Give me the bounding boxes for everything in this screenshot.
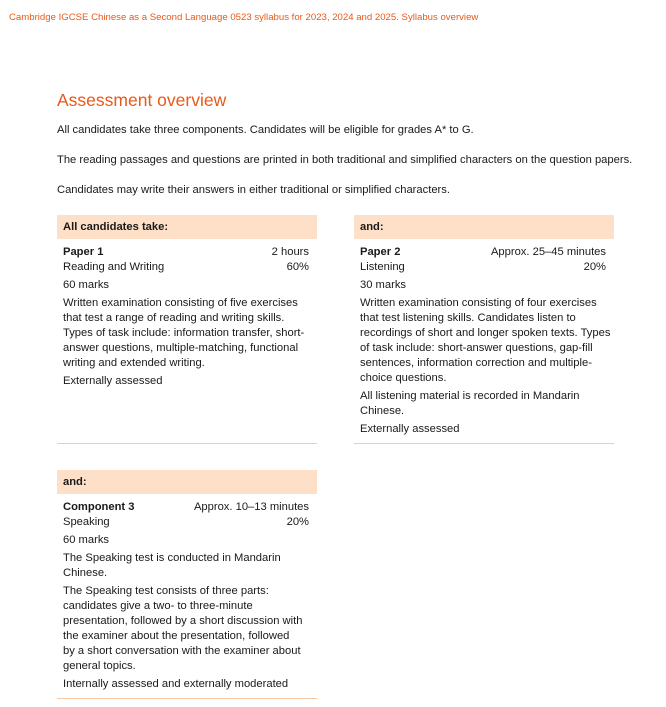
text-line: presentation, followed by a short discussion with (63, 615, 303, 627)
component-subtitle: Speaking (63, 516, 110, 528)
intro-paragraph: All candidates take three components. Candidates will be eligible for grades A* to G. (57, 124, 474, 136)
component-name: Paper 2 (360, 246, 401, 258)
component-weighting: 20% (286, 516, 309, 528)
text-line: Chinese. (63, 567, 108, 579)
text-line: The Speaking test consists of three parts: (63, 585, 269, 597)
component-note (63, 551, 309, 581)
text-line: of task include: short-answer questions, gap-fill (360, 342, 593, 354)
assessment-type (63, 374, 309, 389)
text-line: Externally assessed (360, 423, 460, 435)
component-marks: 60 marks (63, 534, 110, 546)
component-card-component-3 (57, 470, 317, 699)
card-heading: and: (354, 215, 614, 239)
text-line: All listening material is recorded in Mandarin (360, 390, 580, 402)
card-body (57, 494, 317, 698)
component-weighting: 60% (286, 261, 309, 273)
component-name: Paper 1 (63, 246, 104, 258)
component-description (360, 296, 611, 386)
text-line: Written examination consisting of four exercises (360, 297, 597, 309)
intro-paragraph: Candidates may write their answers in either traditional or simplified characters. (57, 184, 450, 196)
component-subtitle: Listening (360, 261, 405, 273)
component-duration: Approx. 25–45 minutes (490, 246, 606, 258)
assessment-type (63, 677, 309, 692)
text-line: Written examination consisting of five exercises (63, 297, 298, 309)
text-line: Chinese. (360, 405, 405, 417)
text-line: recordings of short and longer spoken texts. Types (360, 327, 611, 339)
component-subtitle: Reading and Writing (63, 261, 165, 273)
text-line: candidates give a two- to three-minute (63, 600, 253, 612)
component-duration: Approx. 10–13 minutes (193, 501, 309, 513)
text-line: The Speaking test is conducted in Mandarin (63, 552, 281, 564)
text-line: Internally assessed and externally moderated (63, 678, 289, 690)
component-marks: 60 marks (63, 279, 110, 291)
text-line: the examiner about the presentation, followed (63, 630, 290, 642)
text-line: sentences, information correction and multiple- (360, 357, 592, 369)
card-heading: and: (57, 470, 317, 494)
card-body (57, 239, 317, 395)
text-line: general topics. (63, 660, 136, 672)
text-line: choice questions. (360, 372, 447, 384)
text-line: that test a range of reading and writing skills. (63, 312, 285, 324)
component-description (63, 584, 309, 674)
assessment-type (360, 422, 606, 437)
text-line: Externally assessed (63, 375, 163, 387)
text-line: writing and extended writing. (63, 357, 205, 369)
text-line: that test listening skills. Candidates listen to (360, 312, 576, 324)
text-line: by a short conversation with the examiner about (63, 645, 301, 657)
component-marks: 30 marks (360, 279, 407, 291)
text-line: answer questions, multiple-matching, functional (63, 342, 299, 354)
card-body (354, 239, 614, 443)
component-duration: 2 hours (271, 246, 309, 258)
component-card-paper-1 (57, 215, 317, 444)
component-description (63, 296, 309, 371)
running-header: Cambridge IGCSE Chinese as a Second Language 0523 syllabus for 2023, 2024 and 2025. Syllabus overview (9, 12, 479, 23)
component-card-paper-2 (354, 215, 614, 444)
intro-paragraph: The reading passages and questions are printed in both traditional and simplified characters on the question papers. (57, 154, 633, 166)
text-line: Types of task include: information transfer, short- (63, 327, 305, 339)
page-title: Assessment overview (57, 90, 227, 110)
component-name: Component 3 (63, 501, 135, 513)
component-note (360, 389, 606, 419)
component-weighting: 20% (583, 261, 606, 273)
card-heading: All candidates take: (57, 215, 317, 239)
